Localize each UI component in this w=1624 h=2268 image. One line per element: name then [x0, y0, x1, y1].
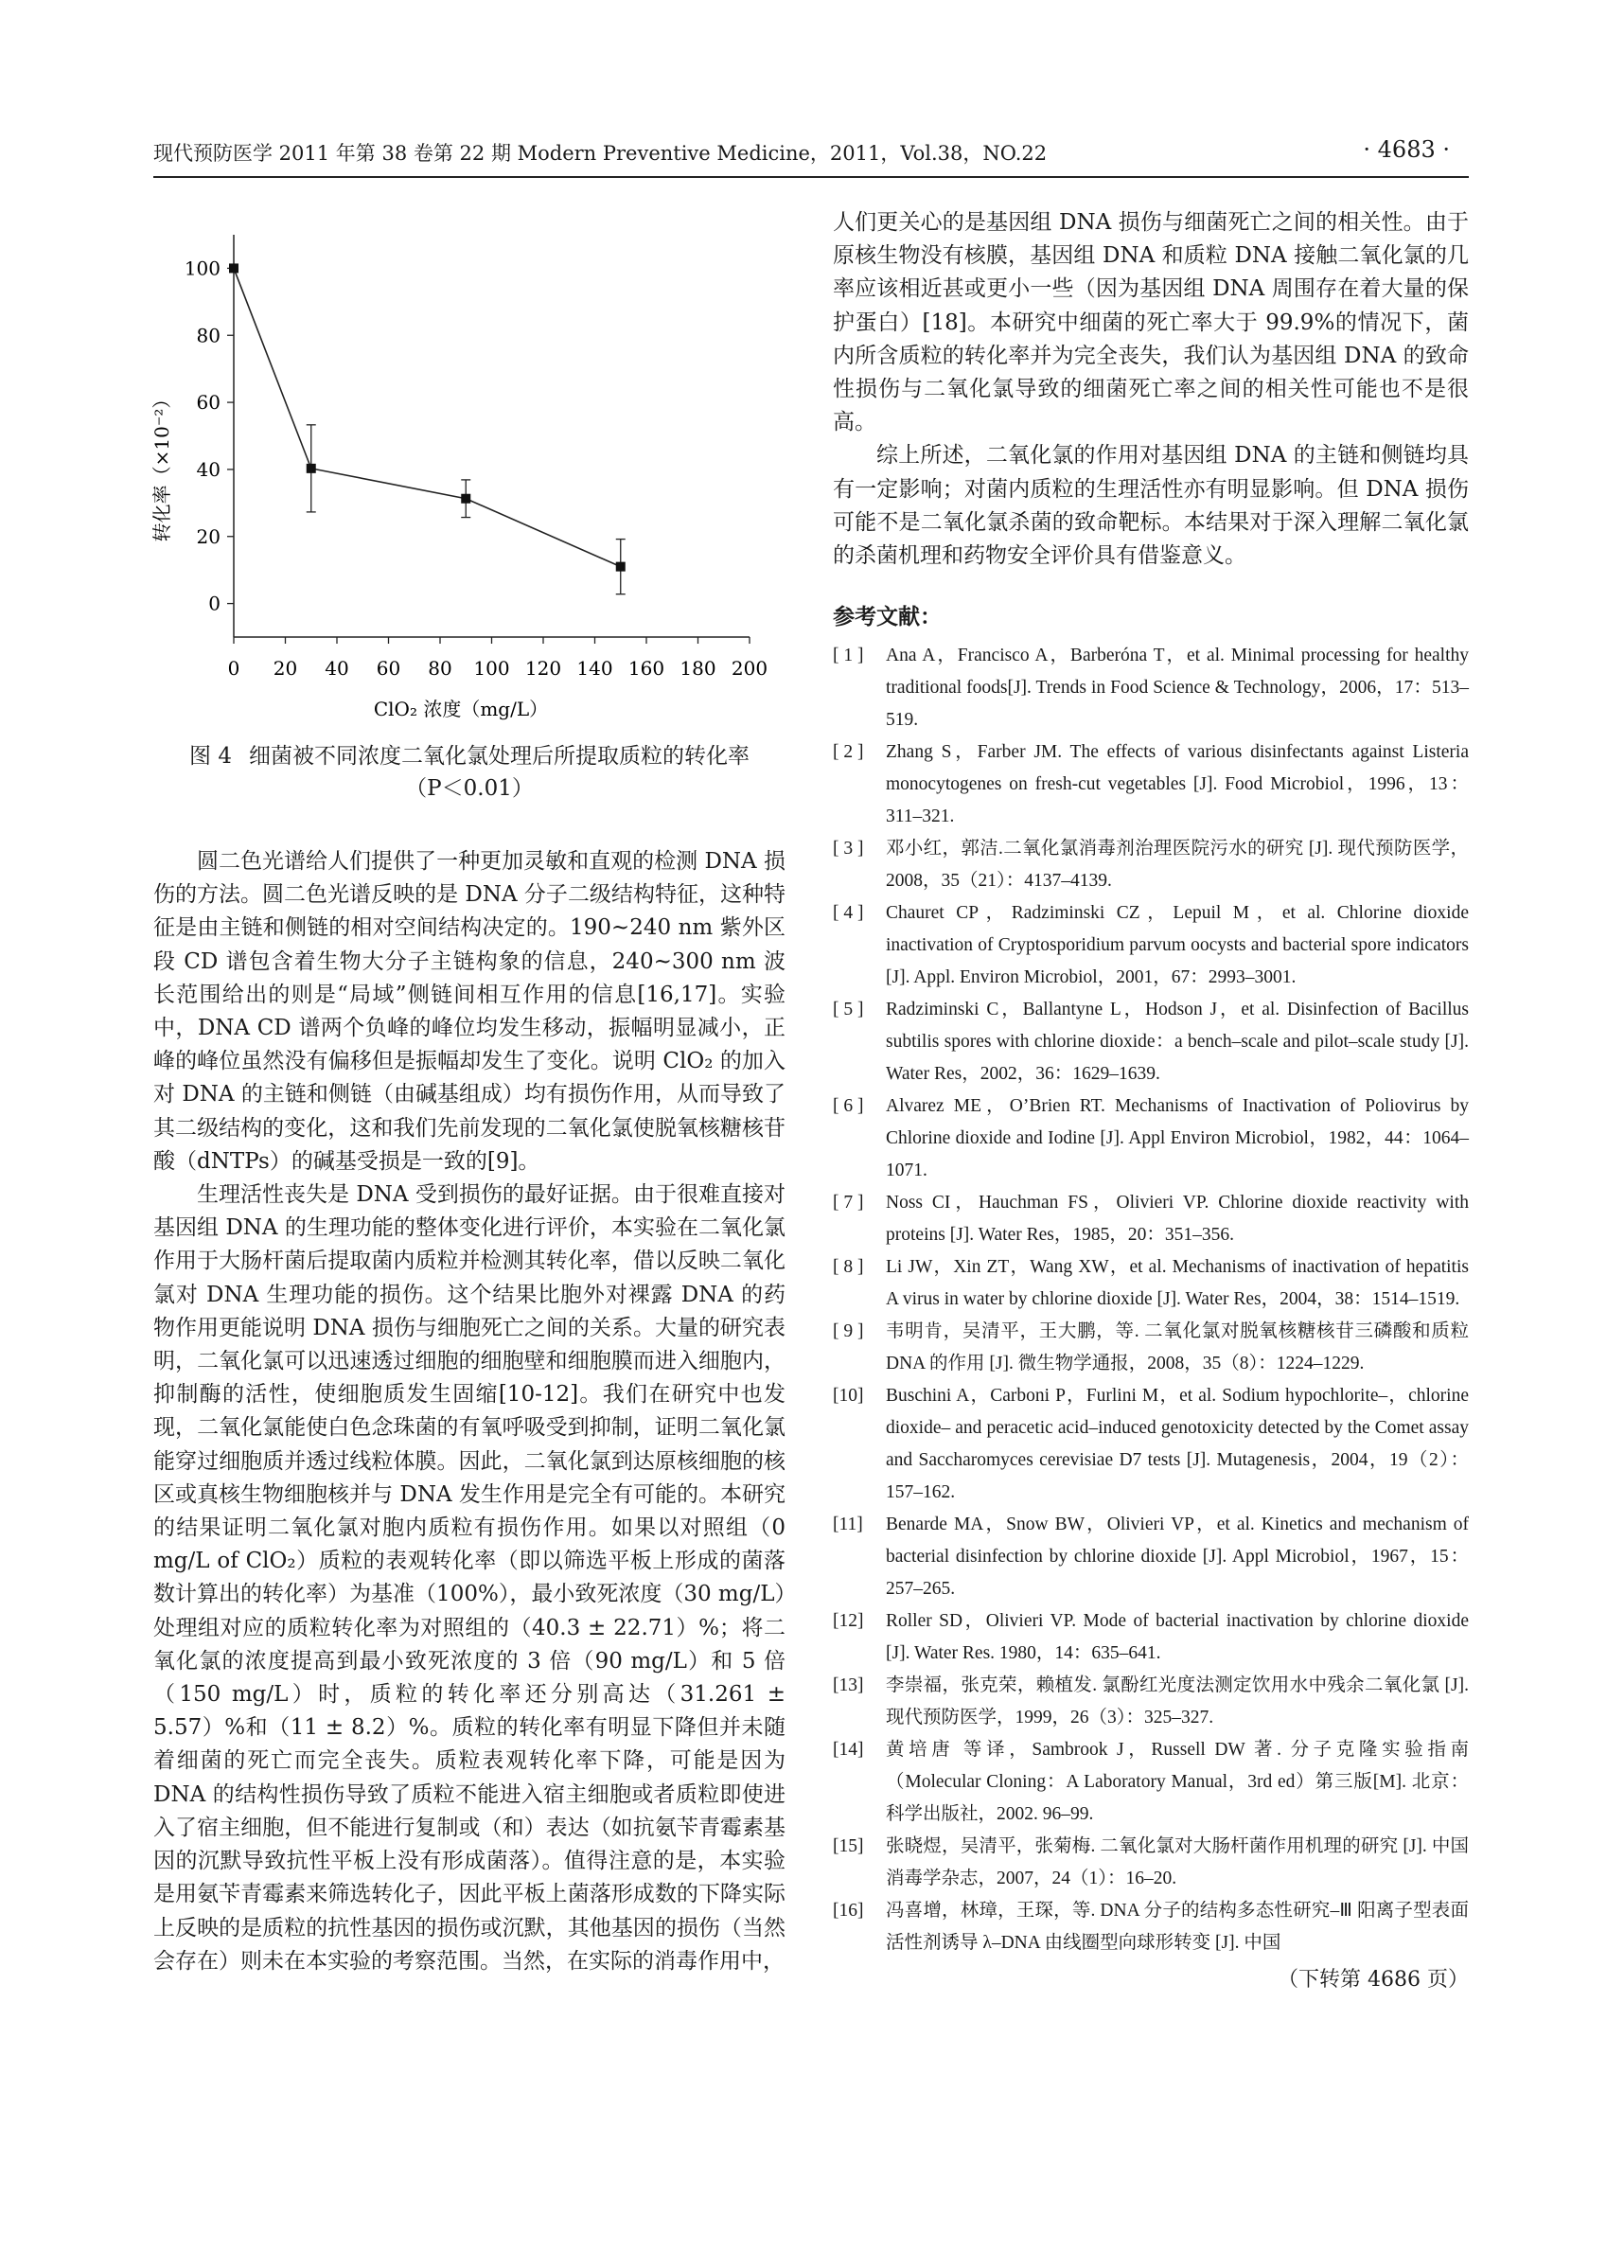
x-tick-label: 20 — [273, 657, 298, 680]
reference-item — [833, 833, 1469, 897]
reference-item — [833, 640, 1469, 736]
data-line — [234, 268, 621, 566]
x-tick-label: 160 — [627, 657, 665, 680]
figure-caption — [153, 740, 786, 805]
reference-list — [833, 640, 1469, 1959]
reference-number: [13] — [833, 1675, 864, 1696]
reference-item — [833, 1380, 1469, 1509]
figure-label: 图 4 — [189, 744, 232, 769]
y-tick-label: 80 — [196, 324, 221, 347]
chart-series — [229, 263, 626, 594]
left-column-text — [153, 845, 786, 1978]
reference-item — [833, 1895, 1469, 1959]
x-tick-label: 200 — [731, 657, 768, 680]
reference-item — [833, 994, 1469, 1090]
journal-header: 现代预防医学 2011 年第 38 卷第 22 期 Modern Preventive Medicine，2011，Vol.38，NO.22 — [153, 142, 1048, 165]
reference-item — [833, 897, 1469, 994]
reference-number: [ 7 ] — [833, 1193, 864, 1214]
y-tick-label: 40 — [196, 457, 221, 481]
x-tick-label: 40 — [325, 657, 349, 680]
reference-number: [15] — [833, 1836, 864, 1857]
reference-number: [10] — [833, 1386, 864, 1407]
y-tick-label: 60 — [196, 391, 221, 415]
reference-text: 邓小红，郭洁.二氧化氯消毒剂治理医院污水的研究 [J]. 现代预防医学，2008，35（21）：4137–4139. — [886, 839, 1469, 892]
reference-text: Ana A，Francisco A，Barberóna T，et al. Minimal processing for healthy traditional foods[J]. Trends in Food Science & Technology，2006，17：513–519. — [886, 646, 1469, 731]
reference-item — [833, 1090, 1469, 1187]
y-tick-label: 100 — [184, 257, 221, 280]
reference-text: Zhang S，Farber JM. The effects of various disinfectants against Listeria monocytogenes on fresh-cut vegetables [J]. Food Microbiol，1996，13：311–321. — [886, 742, 1469, 827]
reference-item — [833, 1251, 1469, 1316]
paragraph: 圆二色光谱给人们提供了一种更加灵敏和直观的检测 DNA 损伤的方法。圆二色光谱反映的是 DNA 分子二级结构特征，这种特征是由主链和侧链的相对空间结构决定的。190~240 nm 紫外区段 CD 谱包含着生物大分子主链构象的信息，240~300 nm 波长范围给出的则是“局域”侧链间相互作用的信息[16,17]。实验中，DNA CD 谱两个负峰的峰位均发生移动，振幅明显减小，正峰的峰位虽然没有偏移但是振幅却发生了变化。说明 ClO₂ 的加入对 DNA 的主链和侧链（由碱基组成）均有损伤作用，从而导致了其二级结构的变化，这和我们先前发现的二氧化氯使脱氧核糖核苷酸（dNTPs）的碱基受损是一致的[9]。 — [153, 849, 786, 1174]
reference-item — [833, 1509, 1469, 1605]
figure-4-chart — [150, 216, 786, 727]
right-column — [833, 206, 1469, 1993]
reference-number: [ 3 ] — [833, 839, 864, 859]
references-heading: 参考文献： — [833, 604, 942, 630]
paragraph: 生理活性丧失是 DNA 受到损伤的最好证据。由于很难直接对基因组 DNA 的生理功能的整体变化进行评价，本实验在二氧化氯作用于大肠杆菌后提取菌内质粒并检测其转化率，借以反映二氧化氯对 DNA 生理功能的损伤。这个结果比胞外对裸露 DNA 的药物作用更能说明 DNA 损伤与细胞死亡之间的关系。大量的研究表明，二氧化氯可以迅速透过细胞的细胞壁和细胞膜而进入细胞内，抑制酶的活性，使细胞质发生固缩[10-12]。我们在研究中也发现，二氧化氯能使白色念珠菌的有氧呼吸受到抑制，证明二氧化氯能穿过细胞质并透过线粒体膜。因此，二氧化氯到达原核细胞的核区或真核生物细胞核并与 DNA 发生作用是完全有可能的。本研究的结果证明二氧化氯对胞内质粒有损伤作用。如果以对照组（0 mg/L of ClO₂）质粒的表观转化率（即以筛选平板上形成的菌落数计算出的转化率）为基准（100%），最小致死浓度（30 mg/L）处理组对应的质粒转化率为对照组的（40.3 ± 22.71）%；将二氧化氯的浓度提高到最小致死浓度的 3 倍（90 mg/L）和 5 倍（150 mg/L）时，质粒的转化率还分别高达（31.261 ± 5.57）%和（11 ± 8.2）%。质粒的转化率有明显下降但并未随着细菌的死亡而完全丧失。质粒表观转化率下降，可能是因为 DNA 的结构性损伤导致了质粒不能进入宿主细胞或者质粒即使进入了宿主细胞，但不能进行复制或（和）表达（如抗氨苄青霉素基因的沉默导致抗性平板上没有形成菌落）。值得注意的是，本实验是用氨苄青霉素来筛选转化子，因此平板上菌落形成数的下降实际上反映的是质粒的抗性基因的损伤或沉默，其他基因的损伤（当然会存在）则未在本实验的考察范围。当然，在实际的消毒作用中， — [153, 1182, 786, 1974]
reference-number: [ 1 ] — [833, 646, 864, 666]
reference-text: Noss CI，Hauchman FS，Olivieri VP. Chlorine dioxide reactivity with proteins [J]. Water Res，1985，20：351–356. — [886, 1193, 1469, 1246]
reference-item — [833, 1605, 1469, 1670]
reference-number: [12] — [833, 1611, 864, 1632]
reference-item — [833, 1316, 1469, 1380]
reference-number: [ 5 ] — [833, 1000, 864, 1020]
reference-text: 黄培唐 等译，Sambrook J，Russell DW 著. 分子克隆实验指南（Molecular Cloning：A Laboratory Manual，3rd ed）第三版[M]. 北京：科学出版社，2002. 96–99. — [886, 1740, 1469, 1825]
page-header — [153, 131, 1469, 172]
reference-number: [ 2 ] — [833, 742, 864, 763]
reference-text: 韦明肯，吴清平，王大鹏，等. 二氧化氯对脱氧核糖核苷三磷酸和质粒 DNA 的作用 [J]. 微生物学通报，2008，35（8）：1224–1229. — [886, 1321, 1469, 1374]
y-tick-label: 20 — [196, 524, 221, 548]
reference-text: 李崇福，张克荣，赖植发. 氯酚红光度法测定饮用水中残余二氧化氯 [J]. 现代预防医学，1999，26（3）：325–327. — [886, 1675, 1469, 1728]
x-tick-label: 60 — [376, 657, 401, 680]
x-tick-label: 100 — [473, 657, 510, 680]
reference-item — [833, 1831, 1469, 1895]
reference-item — [833, 736, 1469, 833]
chart-x-axis-label: ClO₂ 浓度（mg/L） — [373, 698, 549, 720]
reference-number: [ 9 ] — [833, 1321, 864, 1342]
reference-text: 冯喜增，林璋，王琛，等. DNA 分子的结构多态性研究–Ⅲ 阳离子型表面活性剂诱导 λ–DNA 由线圈型向球形转变 [J]. 中国 — [886, 1901, 1469, 1954]
reference-text: Benarde MA，Snow BW，Olivieri VP，et al. Kinetics and mechanism of bacterial disinfection by chlorine dioxide [J]. Appl Microbiol，1967，15：257–265. — [886, 1515, 1469, 1600]
data-point — [229, 263, 238, 273]
reference-number: [ 6 ] — [833, 1096, 864, 1117]
figure-caption-text: 细菌被不同浓度二氧化氯处理后所提取质粒的转化率 — [248, 744, 750, 769]
reference-number: [16] — [833, 1901, 864, 1922]
continued-note: （下转第 4686 页） — [1278, 1968, 1469, 1993]
reference-text: Chauret CP，Radziminski CZ，Lepuil M，et al. Chlorine dioxide inactivation of Cryptosporidium parvum oocysts and bacterial spore indicators [J]. Appl. Environ Microbiol，2001，67：2993–3001. — [886, 903, 1469, 988]
data-point — [307, 464, 316, 473]
reference-number: [11] — [833, 1515, 863, 1535]
x-tick-label: 80 — [428, 657, 452, 680]
reference-text: Roller SD，Olivieri VP. Mode of bacterial inactivation by chlorine dioxide [J]. Water Res. 1980，14：635–641. — [886, 1611, 1469, 1664]
paragraph: 综上所述，二氧化氯的作用对基因组 DNA 的主链和侧链均具有一定影响；对菌内质粒的生理活性亦有明显影响。但 DNA 损伤可能不是二氧化氯杀菌的致命靶标。本结果对于深入理解二氧化氯的杀菌机理和药物安全评价具有借鉴意义。 — [833, 443, 1469, 569]
x-tick-label: 120 — [524, 657, 562, 680]
x-tick-label: 140 — [576, 657, 613, 680]
reference-text: Radziminski C，Ballantyne L，Hodson J，et al. Disinfection of Bacillus subtilis spores with chlorine dioxide：a bench–scale and pilot–scale study [J]. Water Res，2002，36：1629–1639. — [886, 1000, 1469, 1085]
reference-text: Buschini A，Carboni P，Furlini M，et al. Sodium hypochlorite–，chlorine dioxide– and peracetic acid–induced genotoxicity detected by the Comet assay and Saccharomyces cerevisiae D7 tests [J]. Mutagenesis，2004，19（2）：157–162. — [886, 1386, 1469, 1503]
figure-caption-pvalue: （P＜0.01） — [405, 776, 534, 801]
page-number: · 4683 · — [1363, 136, 1450, 163]
data-point — [461, 494, 470, 504]
reference-item — [833, 1670, 1469, 1734]
chart-ticks — [185, 257, 768, 680]
reference-item — [833, 1187, 1469, 1251]
header-rule — [153, 176, 1469, 178]
reference-number: [ 8 ] — [833, 1257, 864, 1278]
paragraph: 人们更关心的是基因组 DNA 损伤与细菌死亡之间的相关性。由于原核生物没有核膜，基因组 DNA 和质粒 DNA 接触二氧化氯的几率应该相近甚或更小一些（因为基因组 DNA 周围存在着大量的保护蛋白）[18]。本研究中细菌的死亡率大于 99.9%的情况下，菌内所含质粒的转化率并为完全丧失，我们认为基因组 DNA 的致命性损伤与二氧化氯导致的细菌死亡率之间的相关性可能也不是很高。 — [833, 210, 1469, 435]
reference-item — [833, 1734, 1469, 1831]
data-point — [616, 562, 626, 572]
y-tick-label: 0 — [208, 592, 221, 615]
reference-number: [ 4 ] — [833, 903, 864, 924]
reference-text: Alvarez ME，O’Brien RT. Mechanisms of Inactivation of Poliovirus by Chlorine dioxide and Iodine [J]. Appl Environ Microbiol，1982，44：1064–1071. — [886, 1096, 1470, 1181]
reference-number: [14] — [833, 1740, 864, 1761]
x-tick-label: 0 — [227, 657, 240, 680]
reference-text: Li JW，Xin ZT，Wang XW，et al. Mechanisms of inactivation of hepatitis A virus in water by chlorine dioxide [J]. Water Res，2004，38：1514–1519. — [886, 1257, 1469, 1310]
chart-y-axis-label: 转化率（×10⁻²） — [150, 389, 173, 542]
reference-text: 张晓煜，吴清平，张菊梅. 二氧化氯对大肠杆菌作用机理的研究 [J]. 中国消毒学杂志，2007，24（1）：16–20. — [886, 1836, 1469, 1889]
x-tick-label: 180 — [680, 657, 716, 680]
